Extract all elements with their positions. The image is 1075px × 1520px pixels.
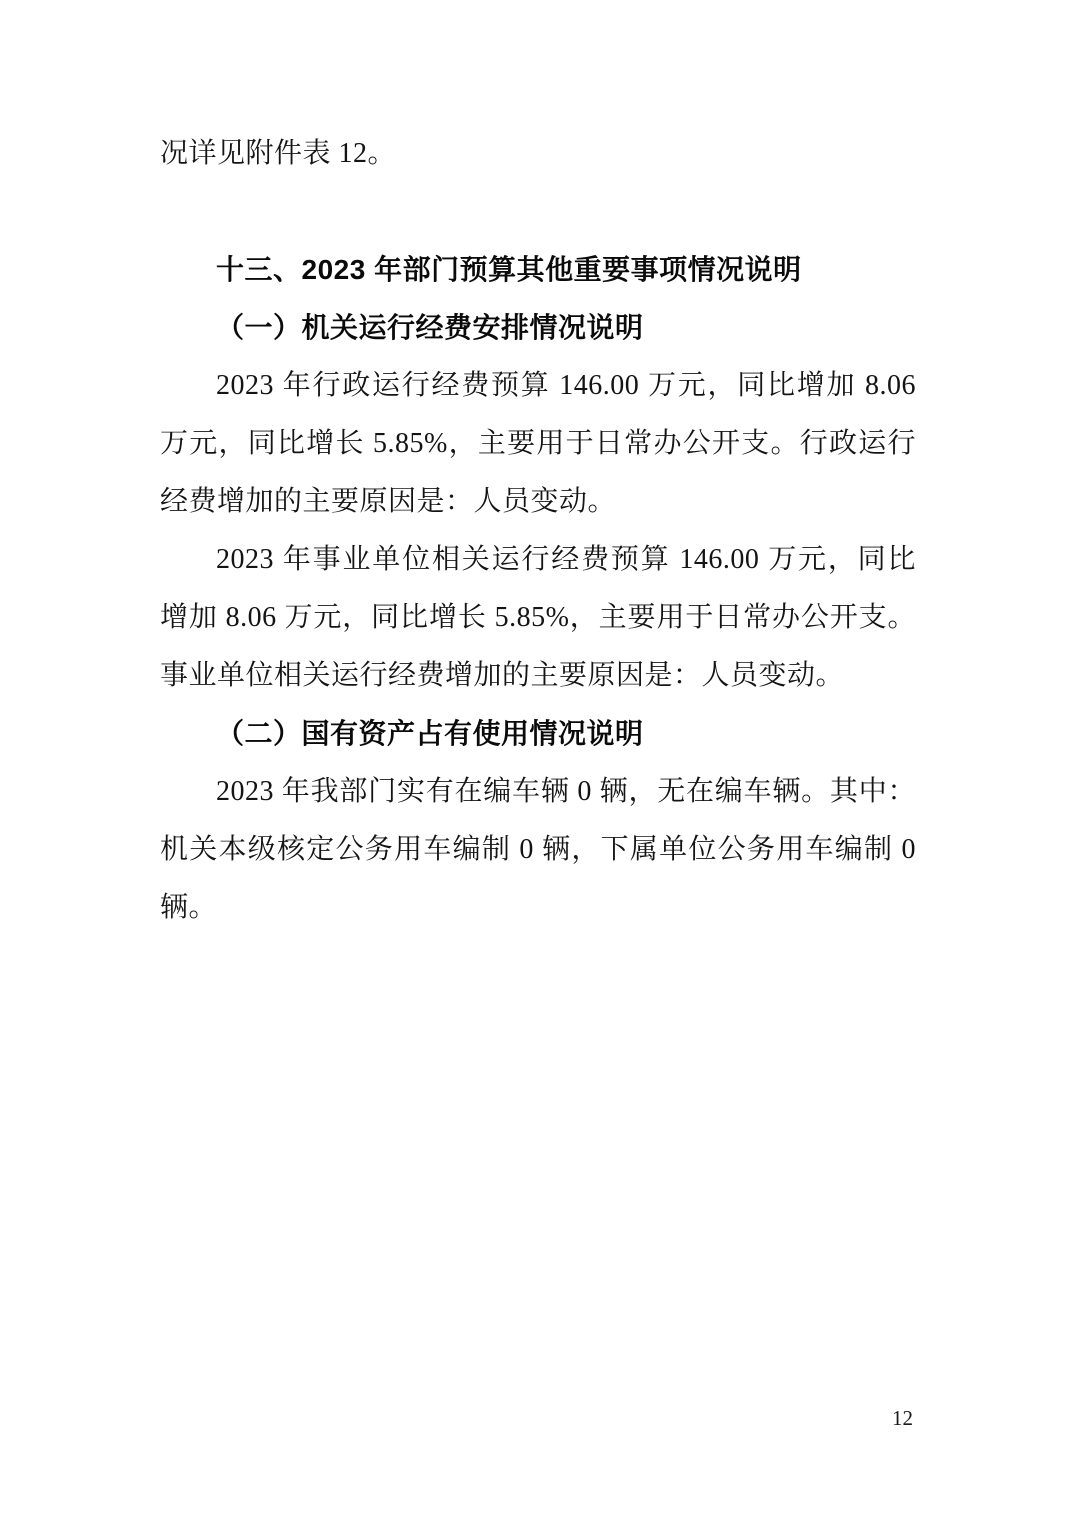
subsection-heading-operating-funds: （一）机关运行经费安排情况说明 (216, 312, 644, 343)
paragraph-institution-operating-funds: 2023 年事业单位相关运行经费预算 146.00 万元，同比增加 8.06 万元，同比增长 5.85%，主要用于日常办公开支。事业单位相关运行经费增加的主要原因是：人员变动。 (160, 544, 916, 691)
continuation-paragraph: 况详见附件表 12。 (160, 138, 397, 169)
document-body (160, 125, 916, 937)
paragraph-vehicles: 2023 年我部门实有在编车辆 0 辆，无在编车辆。其中：机关本级核定公务用车编制 0 辆，下属单位公务用车编制 0 辆。 (160, 776, 916, 923)
subsection-heading-state-assets: （二）国有资产占有使用情况说明 (216, 718, 644, 749)
paragraph-admin-operating-funds: 2023 年行政运行经费预算 146.00 万元，同比增加 8.06 万元，同比增长 5.85%，主要用于日常办公开支。行政运行经费增加的主要原因是：人员变动。 (160, 370, 916, 517)
section-heading-other-important-matters: 十三、2023 年部门预算其他重要事项情况说明 (216, 254, 802, 285)
page-number: 12 (892, 1406, 913, 1430)
